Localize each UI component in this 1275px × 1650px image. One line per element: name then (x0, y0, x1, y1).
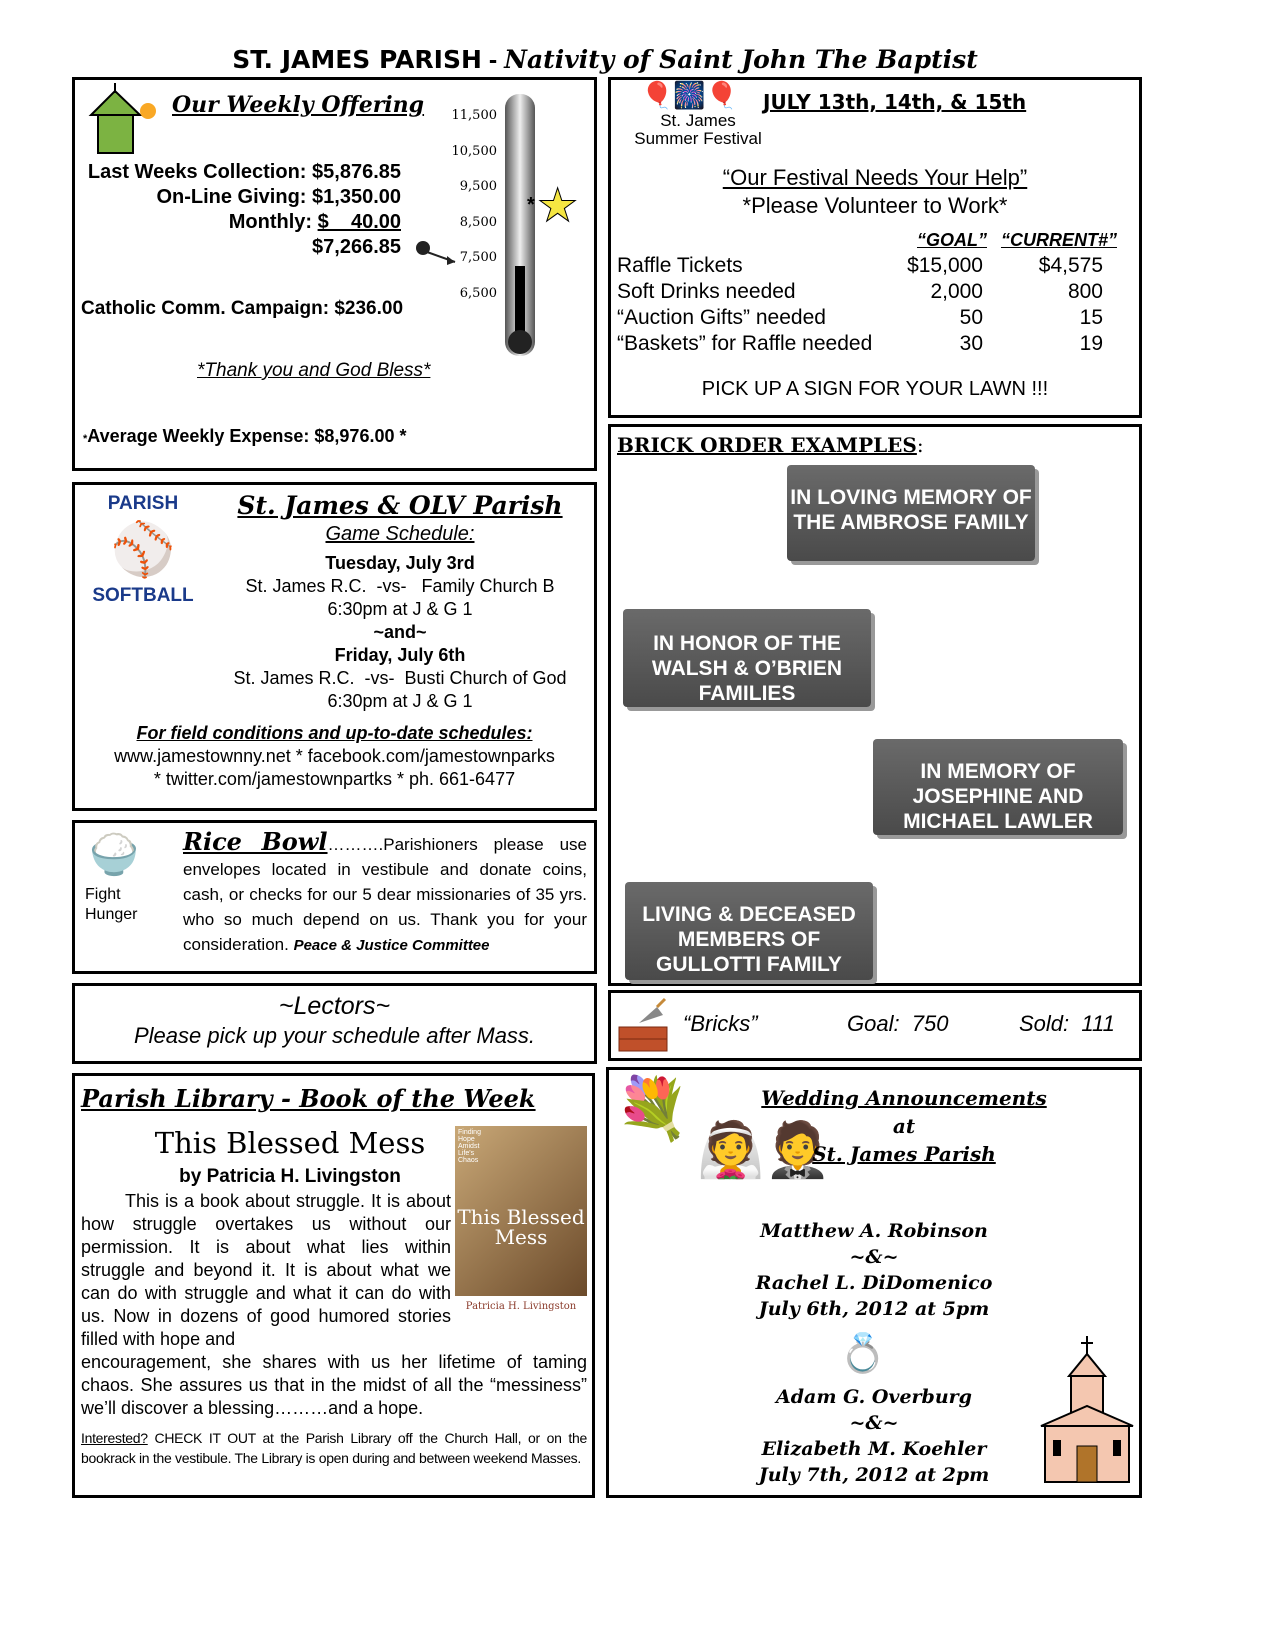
game-time: 6:30pm at J & G 1 (327, 599, 473, 619)
row-item: “Auction Gifts” needed (617, 306, 826, 329)
brick-example: IN MEMORY OF JOSEPHINE AND MICHAEL LAWLER (873, 739, 1123, 835)
lectors-box (72, 983, 597, 1064)
thermometer-tick: 7,500 (459, 250, 497, 265)
groom: Matthew A. Robinson (760, 1220, 988, 1242)
softball-subtitle: Game Schedule: (325, 523, 475, 545)
bricks-goal: Goal: 750 (847, 1011, 949, 1036)
wedding-header (739, 1084, 1069, 1168)
thermometer-tick: 6,500 (459, 285, 497, 301)
offering-label: Monthly: (228, 211, 313, 233)
game-schedule (205, 489, 595, 713)
row-item: “Baskets” for Raffle needed (617, 332, 873, 355)
thermometer (505, 94, 535, 356)
row-current: $4,575 (1038, 254, 1103, 277)
field-info-links[interactable]: www.jamestownny.net * facebook.com/jamestownparks (114, 746, 555, 766)
festival-row (617, 280, 1137, 306)
campaign-total: Catholic Comm. Campaign: $236.00 (81, 298, 404, 319)
col-goal: “GOAL” (917, 230, 987, 250)
brick-title (617, 433, 924, 457)
fight-hunger-logo (85, 885, 137, 925)
expense-prefix: * (83, 433, 88, 445)
lectors-text: Please pick up your schedule after Mass. (133, 1023, 536, 1048)
bouquet-icon: 💐 (615, 1075, 690, 1142)
church-sun-icon (83, 83, 153, 155)
offering-value: $ 40.00 (317, 211, 401, 233)
parish-name: ST. JAMES PARISH (232, 45, 482, 74)
festival-logo (613, 112, 783, 148)
game-date: Tuesday, July 3rd (325, 553, 475, 573)
row-current: 15 (1079, 306, 1103, 329)
row-goal: 2,000 (930, 280, 983, 303)
bride: Elizabeth M. Koehler (761, 1438, 987, 1460)
festival-dates: JULY 13th, 14th, & 15th (763, 90, 1027, 114)
star-icon: ★ (537, 179, 579, 231)
logo-line: Hunger (85, 906, 138, 923)
bricks-goal-box (608, 990, 1142, 1061)
balloons-icon: 🎈🎆🎈 (641, 80, 739, 110)
logo-line: St. James (660, 111, 736, 130)
logo-line: Summer Festival (634, 129, 762, 148)
expense-text: Average Weekly Expense: $8,976.00 * (87, 426, 407, 446)
cover-title: This Blessed Mess (457, 1205, 585, 1249)
row-goal: $15,000 (907, 254, 983, 277)
row-item: Soft Drinks needed (617, 280, 796, 303)
library-footer-text: CHECK IT OUT at the Parish Library off the Church Hall, or on the bookrack in the vestibule. The Library is open during and between weekend Masses. (81, 1430, 587, 1466)
brick-examples-box (608, 424, 1142, 986)
cover-author: Patricia H. Livingston (465, 1301, 577, 1312)
thermometer-tick: 10,500 (451, 143, 497, 159)
game-time: 6:30pm at J & G 1 (327, 691, 473, 711)
wedding-date: July 7th, 2012 at 2pm (758, 1464, 990, 1486)
volunteer: *Please Volunteer to Work* (742, 193, 1008, 218)
interested: Interested? (81, 1430, 148, 1446)
amp: ~&~ (849, 1246, 899, 1268)
festival-box (608, 77, 1142, 418)
offering-line (81, 210, 401, 235)
brick-example: LIVING & DECEASED MEMBERS OF GULLOTTI FAMILY (625, 882, 873, 980)
offering-line (81, 185, 401, 210)
wedding-box (606, 1067, 1142, 1498)
couple-2 (719, 1384, 1029, 1488)
goal-marker: * (527, 193, 535, 216)
bricks-sold: Sold: 111 (1019, 1011, 1115, 1036)
softball-box (72, 482, 597, 811)
brick-title-text: BRICK ORDER EXAMPLES (617, 433, 917, 457)
brick-example: IN LOVING MEMORY OF THE AMBROSE FAMILY (787, 465, 1035, 561)
book-author: by Patricia H. Livingston (179, 1166, 401, 1187)
couple-1 (719, 1218, 1029, 1322)
thermometer-fill (515, 266, 525, 336)
rice-bowl-body: Parishioners please use envelopes located in vestibule and donate coins, cash, or checks for our 5 dear missionaries of 35 yrs. who so much depend on us. Thank you for your consideration. (183, 835, 587, 954)
weekly-offering-box (72, 77, 597, 471)
festival-row (617, 306, 1137, 332)
offering-line (81, 235, 401, 260)
average-expense (83, 426, 406, 447)
offering-total: $7,266.85 (312, 236, 401, 258)
offering-line (81, 160, 401, 185)
wedding-at: at (892, 1114, 916, 1138)
festival-headline (611, 164, 1139, 220)
committee: Peace & Justice Committee (293, 937, 490, 954)
game-date: Friday, July 6th (334, 645, 466, 665)
offering-value: $5,876.85 (312, 161, 401, 183)
offering-label: On-Line Giving: (156, 186, 307, 208)
feast-title: Nativity of Saint John The Baptist (504, 45, 978, 74)
brick-example: IN HONOR OF THE WALSH & O’BRIEN FAMILIES (623, 609, 871, 707)
thermometer-scale (447, 108, 497, 321)
brick-trowel-icon (617, 997, 667, 1053)
softball-logo (81, 493, 205, 607)
row-current: 800 (1067, 280, 1103, 303)
library-footer (81, 1428, 587, 1468)
bricks-label: “Bricks” (683, 1011, 758, 1036)
offering-label: Last Weeks Collection: (87, 161, 307, 183)
headline: “Our Festival Needs Your Help” (722, 165, 1028, 190)
bride: Rachel L. DiDomenico (755, 1272, 993, 1294)
rice-bowl-text (183, 829, 587, 958)
field-info (75, 722, 594, 791)
thermometer-tick: 9,500 (459, 179, 497, 194)
groom: Adam G. Overburg (776, 1386, 972, 1408)
thermometer-tick: 11,500 (451, 108, 497, 123)
logo-line: Fight (85, 886, 121, 903)
church-icon (1039, 1336, 1135, 1491)
offering-value: $1,350.00 (312, 186, 401, 208)
thermometer-tick: 8,500 (459, 214, 497, 230)
game-and: ~and~ (373, 622, 427, 642)
lawn-sign-note: PICK UP A SIGN FOR YOUR LAWN !!! (701, 378, 1049, 400)
festival-row (617, 254, 1137, 280)
colon: : (916, 433, 924, 457)
book-description-cont: encouragement, she shares with us her lifetime of taming chaos. She assures us that in the midst of all the “messiness” we’ll discover a blessing………and a hope. (81, 1352, 587, 1418)
book-title: This Blessed Mess (154, 1126, 426, 1160)
thermometer-bulb (508, 330, 532, 354)
logo-top: PARISH (107, 493, 179, 514)
library-title: Parish Library - Book of the Week (81, 1084, 536, 1113)
rice-bowl-icon: 🍚 (89, 833, 139, 877)
bride-groom-icon: 👰🤵 (697, 1120, 832, 1180)
wedding-parish: St. James Parish (812, 1142, 996, 1166)
field-info-title: For field conditions and up-to-date schedules: (136, 723, 533, 743)
rice-bowl-box (72, 820, 597, 974)
lectors-title: ~Lectors~ (278, 992, 391, 1020)
field-info-contacts[interactable]: * twitter.com/jamestownpartks * ph. 661-6477 (153, 769, 516, 789)
wedding-title: Wedding Announcements (761, 1086, 1047, 1110)
baseball-bats-icon: ⚾ (110, 521, 176, 579)
row-goal: 30 (959, 332, 983, 355)
festival-table (617, 230, 1137, 358)
logo-bottom: SOFTBALL (92, 585, 194, 606)
rice-bowl-title: Rice Bowl (183, 827, 328, 856)
offering-title: Our Weekly Offering (172, 92, 425, 118)
book-cover-image (455, 1126, 587, 1296)
game-match: St. James R.C. -vs- Family Church B (245, 576, 555, 596)
pointer-arrow-icon (415, 240, 465, 275)
library-box (72, 1073, 595, 1498)
book-description: This is a book about struggle. It is about how struggle overtakes us without our permission. It is about what lies within struggle and beyond it. It is about what we can do with struggle and what it can do with us. Now in dozens of good humored stories filled with hope and (81, 1191, 451, 1349)
row-item: Raffle Tickets (617, 254, 743, 277)
dots: ………. (327, 835, 384, 854)
game-match: St. James R.C. -vs- Busti Church of God (233, 668, 567, 688)
header-separator: - (488, 46, 498, 74)
row-current: 19 (1079, 332, 1103, 355)
col-current: “CURRENT#” (1000, 230, 1117, 250)
cover-tag: Finding Hope Amidst Life's Chaos (458, 1129, 481, 1164)
page-header (0, 45, 1210, 75)
softball-title: St. James & OLV Parish (237, 491, 563, 520)
rings-icon: 💍 (839, 1333, 887, 1375)
thank-you: *Thank you and God Bless* (197, 360, 431, 381)
wedding-date: July 6th, 2012 at 5pm (758, 1298, 990, 1320)
festival-row (617, 332, 1137, 358)
row-goal: 50 (959, 306, 983, 329)
offering-lines (81, 160, 401, 260)
amp: ~&~ (849, 1412, 899, 1434)
